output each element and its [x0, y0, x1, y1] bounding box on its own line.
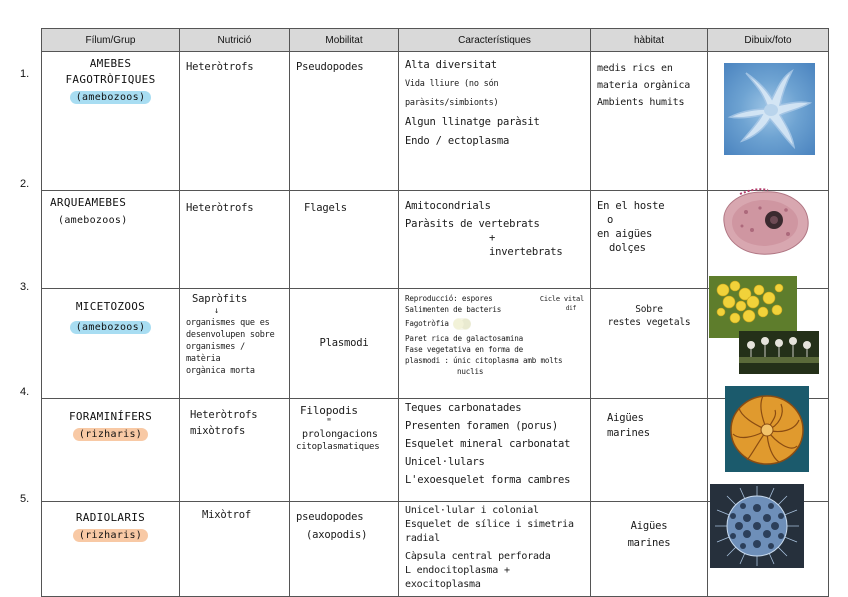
cell-habitat — [591, 502, 708, 597]
cell-caracteristiques — [399, 191, 591, 289]
sporangia-shape — [739, 331, 819, 374]
cell-caracteristiques — [399, 52, 591, 191]
group-name: MICETOZOOS — [75, 300, 146, 313]
row-number-2: 2. — [20, 178, 30, 190]
feature-line: Reproducció: espores — [405, 294, 493, 303]
habitat-line: o — [607, 214, 614, 226]
spore-cluster-icon — [453, 318, 471, 330]
archamoeba-photo — [716, 182, 812, 262]
cell-habitat — [591, 191, 708, 289]
group-name: RADIOLARIS — [75, 511, 146, 524]
habitat-line: dolçes — [609, 242, 646, 254]
cell-mobilitat — [290, 289, 399, 399]
foraminifera-shell — [725, 386, 809, 472]
mobility-text: (axopodis) — [306, 529, 368, 541]
feature-line: + — [489, 232, 496, 244]
cell-mobilitat — [290, 502, 399, 597]
feature-line-with-icon — [405, 318, 584, 330]
table-row — [42, 52, 829, 191]
subgroup-tag: (amebozoos) — [70, 321, 152, 334]
header-filum: Fílum/Grup — [42, 29, 180, 52]
habitat-line: restes vegetals — [607, 317, 691, 328]
subgroup-tag: (rizharis) — [73, 529, 148, 542]
feature-line: invertebrats — [489, 246, 563, 258]
cell-mobilitat — [290, 191, 399, 289]
header-mobilitat: Mobilitat — [290, 29, 399, 52]
slime-mold-photo — [709, 276, 797, 338]
cell-filum — [42, 52, 180, 191]
feature-line: Teques carbonatades — [405, 402, 522, 414]
foraminifera-photo — [725, 386, 809, 472]
habitat-line: marines — [607, 427, 650, 439]
group-name: FAGOTRÒFIQUES — [65, 73, 156, 86]
feature-line: Esquelet mineral carbonatat — [405, 438, 571, 450]
cell-nutricio — [180, 52, 290, 191]
feature-line: Algun llinatge paràsit — [405, 116, 540, 128]
habitat-line: materia orgànica — [597, 80, 691, 91]
feature-line: L'exoesquelet forma cambres — [405, 474, 571, 486]
mobility-text: " — [326, 417, 332, 428]
habitat-line: medis rics en — [597, 63, 673, 74]
header-nutricio: Nutrició — [180, 29, 290, 52]
row-number-1: 1. — [20, 68, 30, 80]
mobility-text: citoplasmatiques — [296, 442, 380, 452]
nutrition-text: mixòtrofs — [190, 425, 246, 437]
cell-nutricio — [180, 191, 290, 289]
cell-nutricio — [180, 399, 290, 502]
mobility-text: Pseudopodes — [296, 61, 364, 73]
header-caracteristiques: Característiques — [399, 29, 591, 52]
habitat-line: Ambients humits — [597, 97, 685, 108]
feature-line: Presenten foramen (porus) — [405, 420, 559, 432]
subgroup-tag: (rizharis) — [73, 428, 148, 441]
nutrition-text: Heteròtrofs — [186, 202, 254, 214]
mobility-text: Plasmodi — [319, 337, 369, 349]
header-dibuix: Dibuix/foto — [708, 29, 829, 52]
nutrition-text: desenvolupen sobre — [186, 330, 275, 340]
radiolaria-skeleton — [710, 484, 804, 568]
habitat-line: en aigües — [597, 228, 653, 240]
feature-line: Vida lliure (no són paràsits/simbionts) — [405, 79, 499, 108]
feature-line: dif — [565, 305, 576, 312]
cell-filum — [42, 502, 180, 597]
subgroup-tag: (amebozoos) — [70, 91, 152, 104]
group-name: FORAMINÍFERS — [68, 410, 153, 423]
feature-line: L endocitoplasma + exocitoplasma — [405, 565, 510, 590]
group-name: AMEBES — [89, 57, 132, 70]
row-number-5: 5. — [20, 493, 30, 505]
cell-habitat — [591, 399, 708, 502]
cell-filum — [42, 289, 180, 399]
cell-caracteristiques — [399, 502, 591, 597]
feature-line: Càpsula central perforada — [405, 551, 551, 562]
nutrition-text: ↓ — [214, 306, 219, 316]
mobility-text: pseudopodes — [296, 511, 364, 523]
radiolaria-photo — [710, 484, 804, 568]
slime-mold-sporangia-photo — [739, 331, 819, 374]
nutrition-text: Heteròtrofs — [186, 61, 254, 73]
cell-filum — [42, 399, 180, 502]
habitat-line: Sobre — [635, 304, 663, 315]
amoeba-shape — [724, 63, 815, 155]
header-row — [42, 29, 829, 52]
nutrition-text: organismes que es — [186, 318, 270, 328]
feature-line: Fase vegetativa en forma de — [405, 345, 524, 354]
row-number-4: 4. — [20, 386, 30, 398]
feature-line: Unicel·lulars — [405, 456, 485, 468]
mobility-text: Filopodis — [300, 404, 358, 417]
table-row — [42, 191, 829, 289]
cell-habitat — [591, 289, 708, 399]
nutrition-text: organismes / matèria — [186, 342, 246, 364]
feature-line: Paràsits de vertebrats — [405, 218, 540, 230]
habitat-line: Aigües — [630, 520, 668, 532]
feature-line: Endo / ectoplasma — [405, 135, 510, 147]
mobility-text: Flagels — [304, 202, 347, 214]
archamoeba-shape — [716, 182, 812, 262]
cell-caracteristiques — [399, 399, 591, 502]
nutrition-text: orgànica morta — [186, 366, 255, 376]
subgroup-tag: (amebozoos) — [58, 215, 128, 226]
feature-line: radial — [405, 533, 440, 544]
habitat-line: marines — [627, 537, 671, 549]
cell-mobilitat — [290, 399, 399, 502]
row-number-3: 3. — [20, 281, 30, 293]
nutrition-text: Sapròfits — [192, 293, 248, 305]
cell-caracteristiques — [399, 289, 591, 399]
habitat-line: Aigües — [607, 412, 644, 424]
feature-line: Alta diversitat — [405, 59, 497, 71]
group-name: ARQUEAMEBES — [50, 196, 127, 209]
habitat-line: En el hoste — [597, 200, 665, 212]
header-habitat: hàbitat — [591, 29, 708, 52]
feature-line: Amitocondrials — [405, 200, 491, 212]
feature-line: Salimenten de bacteris — [405, 305, 502, 314]
feature-line: Cicle vital — [539, 295, 584, 303]
slime-mold-yellow — [709, 276, 797, 338]
mobility-text: prolongacions — [302, 429, 378, 440]
cell-habitat — [591, 52, 708, 191]
feature-line: nuclis — [457, 367, 484, 376]
amoeba-photo — [724, 63, 815, 155]
nutrition-text: Mixòtrof — [202, 509, 251, 521]
feature-line: Fagotròfia — [405, 319, 449, 328]
nutrition-text: Heteròtrofs — [190, 409, 258, 421]
feature-line: Esquelet de sílice i simetria — [405, 519, 574, 530]
cell-nutricio — [180, 289, 290, 399]
cell-nutricio — [180, 502, 290, 597]
feature-line: Paret rica de galactosamina — [405, 334, 524, 343]
cell-filum — [42, 191, 180, 289]
feature-line: Unicel·lular i colonial — [405, 505, 539, 516]
feature-line: plasmodi : únic citoplasma amb molts — [405, 356, 563, 365]
cell-mobilitat — [290, 52, 399, 191]
